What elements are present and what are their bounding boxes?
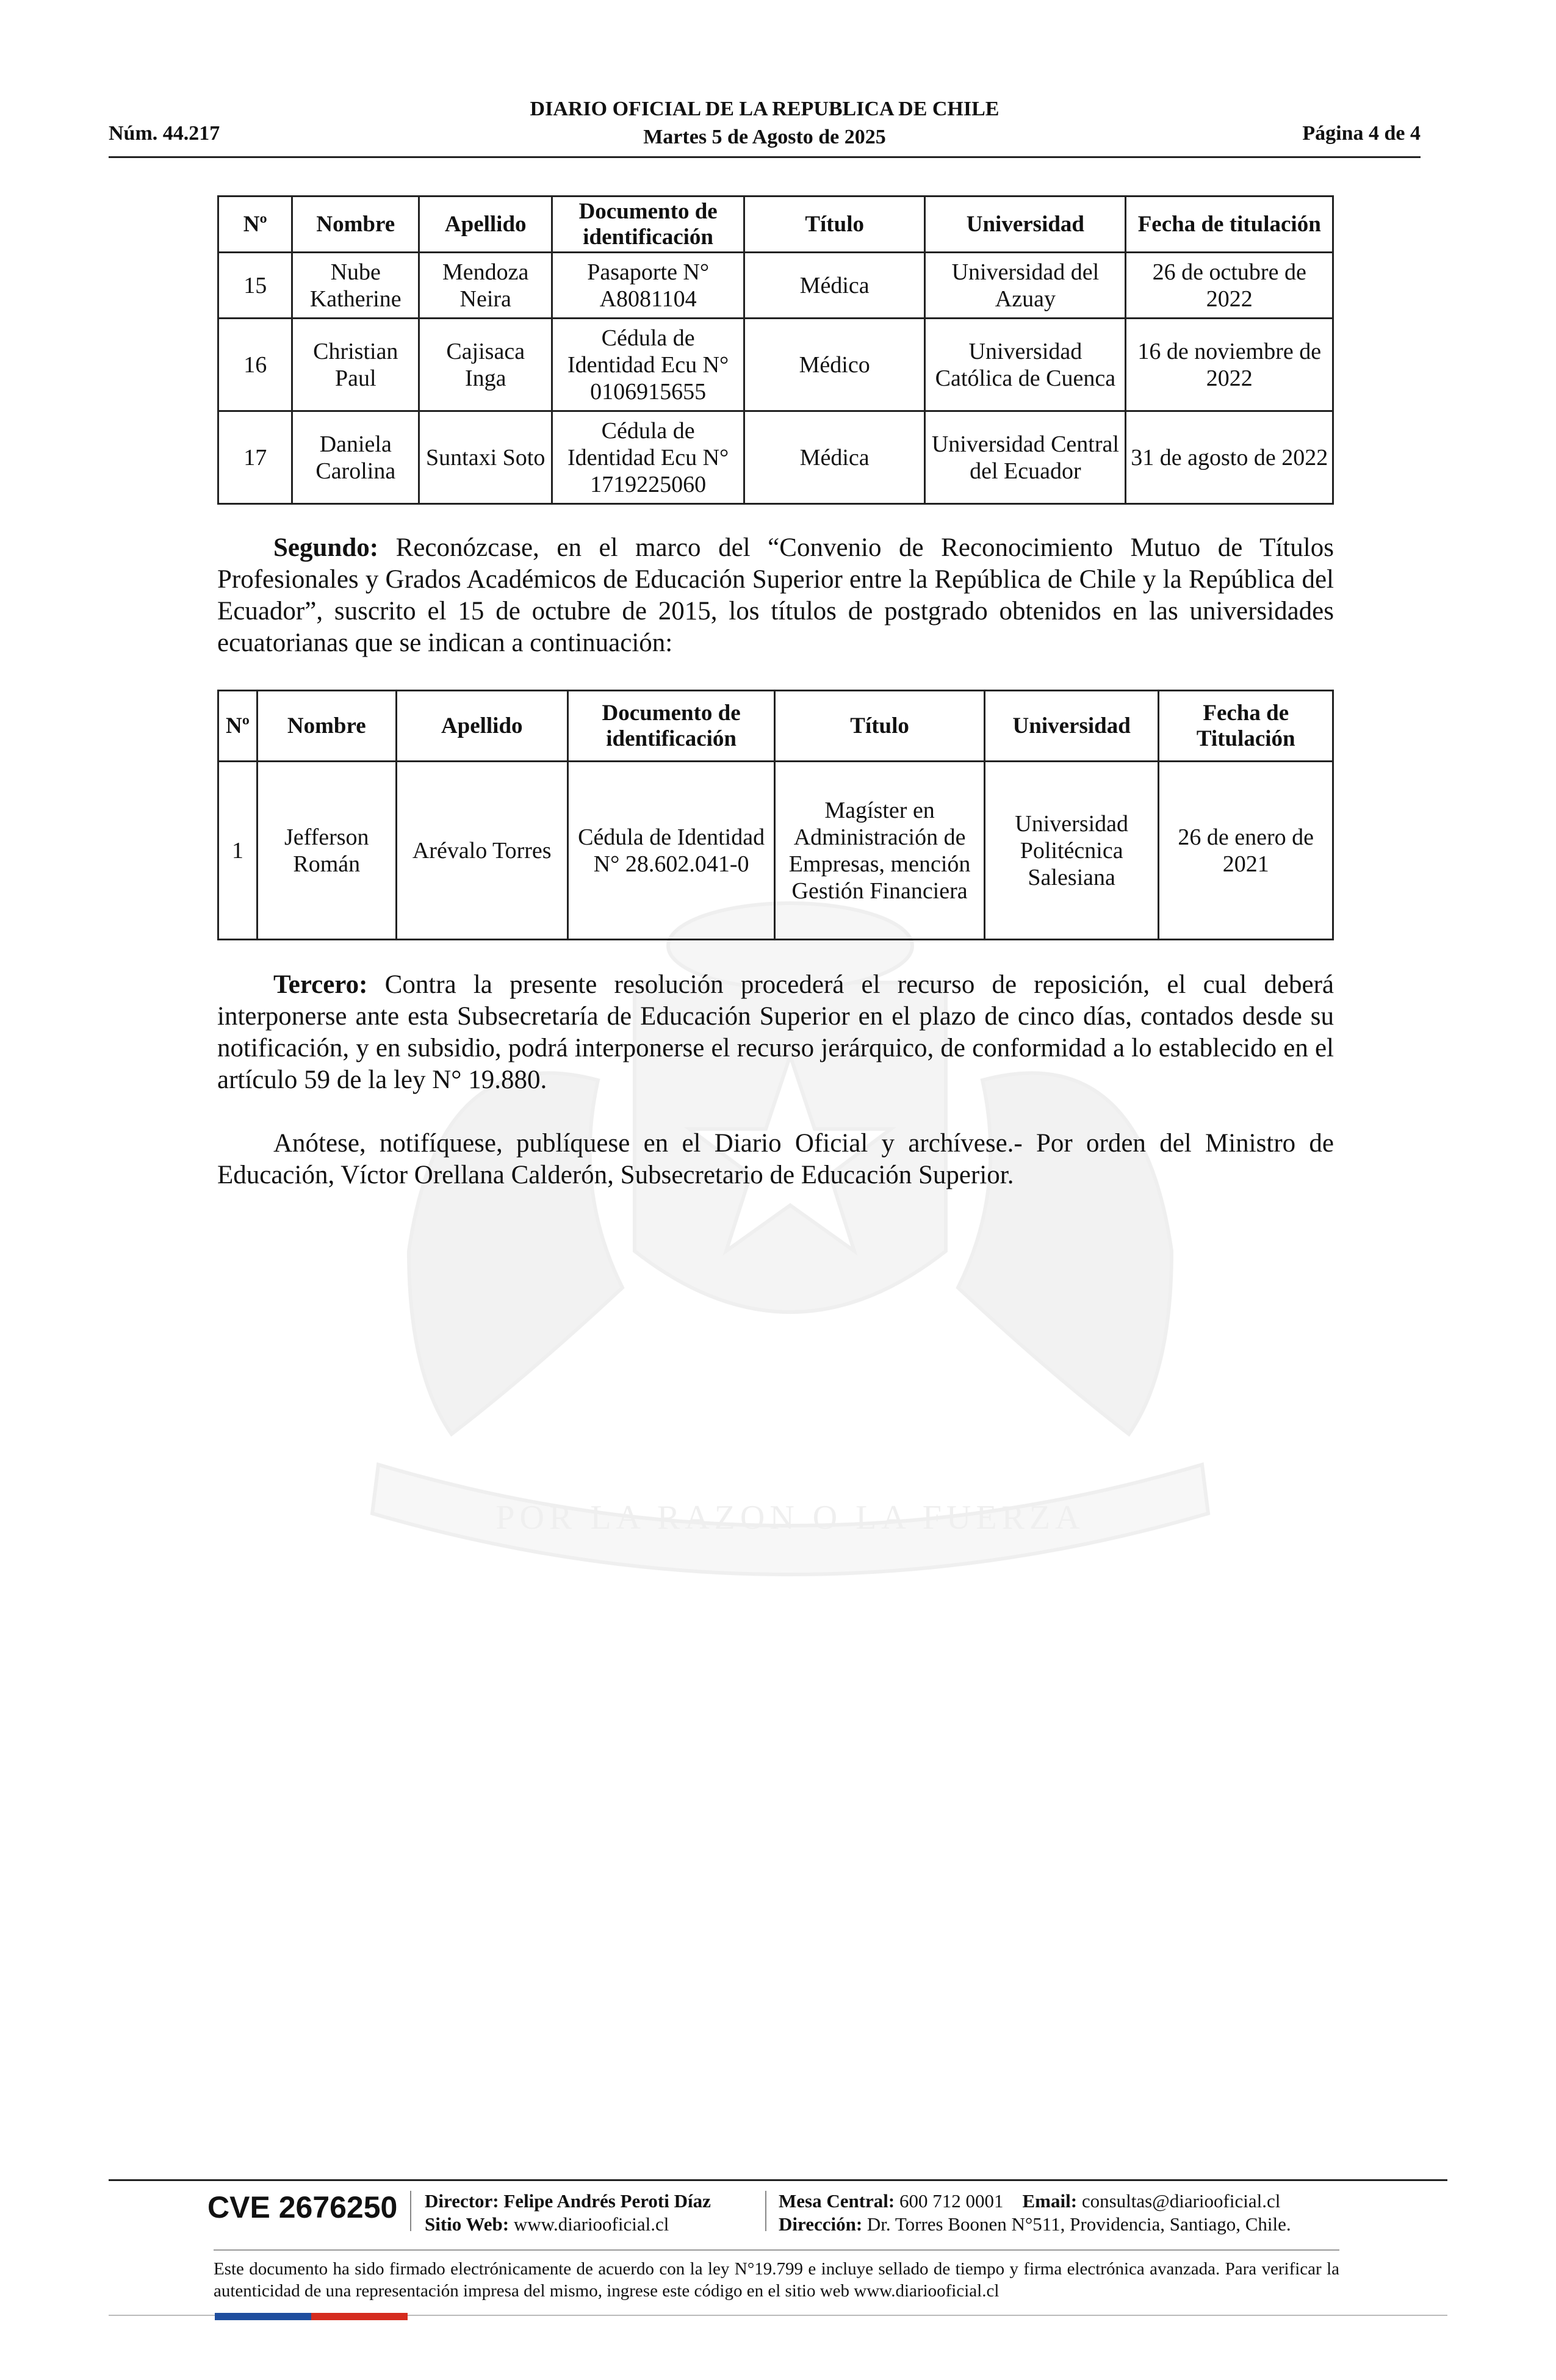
col-header-document: Documento de identificación bbox=[552, 197, 744, 253]
paragraph-segundo bbox=[217, 532, 1334, 659]
postgrad-table bbox=[217, 690, 1334, 940]
cell-number: 15 bbox=[218, 253, 292, 319]
titles-table bbox=[217, 195, 1334, 505]
cell-surname: Suntaxi Soto bbox=[419, 411, 552, 504]
segundo-text: Reconózcase, en el marco del “Convenio de Reconocimiento Mutuo de Títulos Profesionales y Grados Académicos de Educación Superior entre la República de Chile y la República del Ecuador”, suscrito el 15 de octubre de 2015, los títulos de postgrado obtenidos en las universidades ecuatorianas que se indican a continuación: bbox=[217, 533, 1334, 657]
director-name: Felipe Andrés Peroti Díaz bbox=[503, 2190, 711, 2212]
cell-university: Universidad Católica de Cuenca bbox=[925, 319, 1126, 411]
cell-number: 16 bbox=[218, 319, 292, 411]
segundo-lead: Segundo: bbox=[273, 533, 379, 562]
col-header-university: Universidad bbox=[984, 691, 1159, 762]
col-header-document: Documento de identificación bbox=[567, 691, 774, 762]
col-header-university: Universidad bbox=[925, 197, 1126, 253]
publication-date: Martes 5 de Agosto de 2025 bbox=[643, 126, 886, 148]
table-row bbox=[218, 319, 1333, 411]
mesa-phone: 600 712 0001 bbox=[899, 2190, 1004, 2212]
website-label: Sitio Web: bbox=[425, 2213, 510, 2235]
footer-divider bbox=[214, 2249, 1339, 2251]
cell-name: Jefferson Román bbox=[257, 762, 396, 940]
cell-date: 26 de octubre de 2022 bbox=[1126, 253, 1333, 319]
cell-university: Universidad del Azuay bbox=[925, 253, 1126, 319]
cell-name: Christian Paul bbox=[292, 319, 419, 411]
cell-title: Médica bbox=[744, 253, 925, 319]
cell-title: Médico bbox=[744, 319, 925, 411]
cell-document: Cédula de Identidad Ecu N° 1719225060 bbox=[552, 411, 744, 504]
col-header-name: Nombre bbox=[257, 691, 396, 762]
table-row bbox=[218, 253, 1333, 319]
cell-number: 17 bbox=[218, 411, 292, 504]
cell-surname: Mendoza Neira bbox=[419, 253, 552, 319]
cell-document: Cédula de Identidad N° 28.602.041-0 bbox=[567, 762, 774, 940]
issue-number: Núm. 44.217 bbox=[109, 122, 220, 145]
table-row bbox=[218, 411, 1333, 504]
header-rule bbox=[109, 156, 1421, 158]
footer-director-block bbox=[425, 2190, 711, 2236]
col-header-name: Nombre bbox=[292, 197, 419, 253]
cell-surname: Cajisaca Inga bbox=[419, 319, 552, 411]
email-label: Email: bbox=[1022, 2190, 1078, 2212]
cell-university: Universidad Central del Ecuador bbox=[925, 411, 1126, 504]
flag-stripe-red bbox=[311, 2313, 408, 2320]
paragraph-tercero bbox=[217, 969, 1334, 1096]
cell-number: 1 bbox=[218, 762, 258, 940]
website-link[interactable]: www.diariooficial.cl bbox=[513, 2213, 669, 2235]
col-header-number: Nº bbox=[218, 691, 258, 762]
cell-document: Cédula de Identidad Ecu N° 0106915655 bbox=[552, 319, 744, 411]
cell-university: Universidad Politécnica Salesiana bbox=[984, 762, 1159, 940]
director-label: Director: bbox=[425, 2190, 499, 2212]
verification-note: Este documento ha sido firmado electrónicamente de acuerdo con la ley N°19.799 e incluye sellado de tiempo y firma electrónica avanzada. Para verificar la autenticidad de una representación impresa del mismo, ingrese este código en el sitio web www.diariooficial.cl bbox=[214, 2259, 1339, 2301]
watermark-motto: POR LA RAZON O LA FUERZA bbox=[495, 1499, 1085, 1537]
cell-date: 16 de noviembre de 2022 bbox=[1126, 319, 1333, 411]
cell-title: Magíster en Administración de Empresas, mención Gestión Financiera bbox=[775, 762, 985, 940]
table-row bbox=[218, 762, 1333, 940]
footer-rule bbox=[109, 2179, 1447, 2181]
flag-stripe-blue bbox=[215, 2313, 311, 2320]
address-label: Dirección: bbox=[779, 2213, 863, 2235]
cell-surname: Arévalo Torres bbox=[396, 762, 567, 940]
page-number: Página 4 de 4 bbox=[1302, 122, 1421, 145]
table-header-row bbox=[218, 691, 1333, 762]
header-center bbox=[109, 95, 1421, 151]
address-text: Dr. Torres Boonen N°511, Providencia, Santiago, Chile. bbox=[866, 2213, 1291, 2235]
cell-date: 26 de enero de 2021 bbox=[1159, 762, 1333, 940]
cell-document: Pasaporte N° A8081104 bbox=[552, 253, 744, 319]
footer-contact-block bbox=[779, 2190, 1291, 2236]
col-header-surname: Apellido bbox=[396, 691, 567, 762]
tercero-lead: Tercero: bbox=[273, 970, 368, 999]
publication-title: DIARIO OFICIAL DE LA REPUBLICA DE CHILE bbox=[530, 98, 1000, 120]
col-header-title: Título bbox=[744, 197, 925, 253]
col-header-surname: Apellido bbox=[419, 197, 552, 253]
col-header-date: Fecha de Titulación bbox=[1159, 691, 1333, 762]
cve-code: CVE 2676250 bbox=[207, 2190, 398, 2224]
footer-separator bbox=[765, 2191, 766, 2231]
paragraph-anotese bbox=[217, 1128, 1334, 1191]
cell-name: Nube Katherine bbox=[292, 253, 419, 319]
cell-name: Daniela Carolina bbox=[292, 411, 419, 504]
cell-title: Médica bbox=[744, 411, 925, 504]
cell-date: 31 de agosto de 2022 bbox=[1126, 411, 1333, 504]
tercero-text: Contra la presente resolución procederá el recurso de reposición, el cual deberá interponerse ante esta Subsecretaría de Educación Superior en el plazo de cinco días, contados desde su notificación, y en subsidio, podrá interponerse el recurso jerárquico, de conformidad a lo establecido en el artículo 59 de la ley N° 19.880. bbox=[217, 970, 1334, 1094]
mesa-label: Mesa Central: bbox=[779, 2190, 895, 2212]
col-header-title: Título bbox=[775, 691, 985, 762]
anotese-text: Anótese, notifíquese, publíquese en el Diario Oficial y archívese.- Por orden del Ministro de Educación, Víctor Orellana Calderón, Subsecretario de Educación Superior. bbox=[217, 1129, 1334, 1189]
col-header-date: Fecha de titulación bbox=[1126, 197, 1333, 253]
email-link[interactable]: consultas@diariooficial.cl bbox=[1081, 2190, 1281, 2212]
footer-separator bbox=[410, 2191, 411, 2231]
table-header-row bbox=[218, 197, 1333, 253]
coat-of-arms-watermark bbox=[256, 824, 1324, 1617]
col-header-number: Nº bbox=[218, 197, 292, 253]
page-header bbox=[109, 92, 1421, 159]
